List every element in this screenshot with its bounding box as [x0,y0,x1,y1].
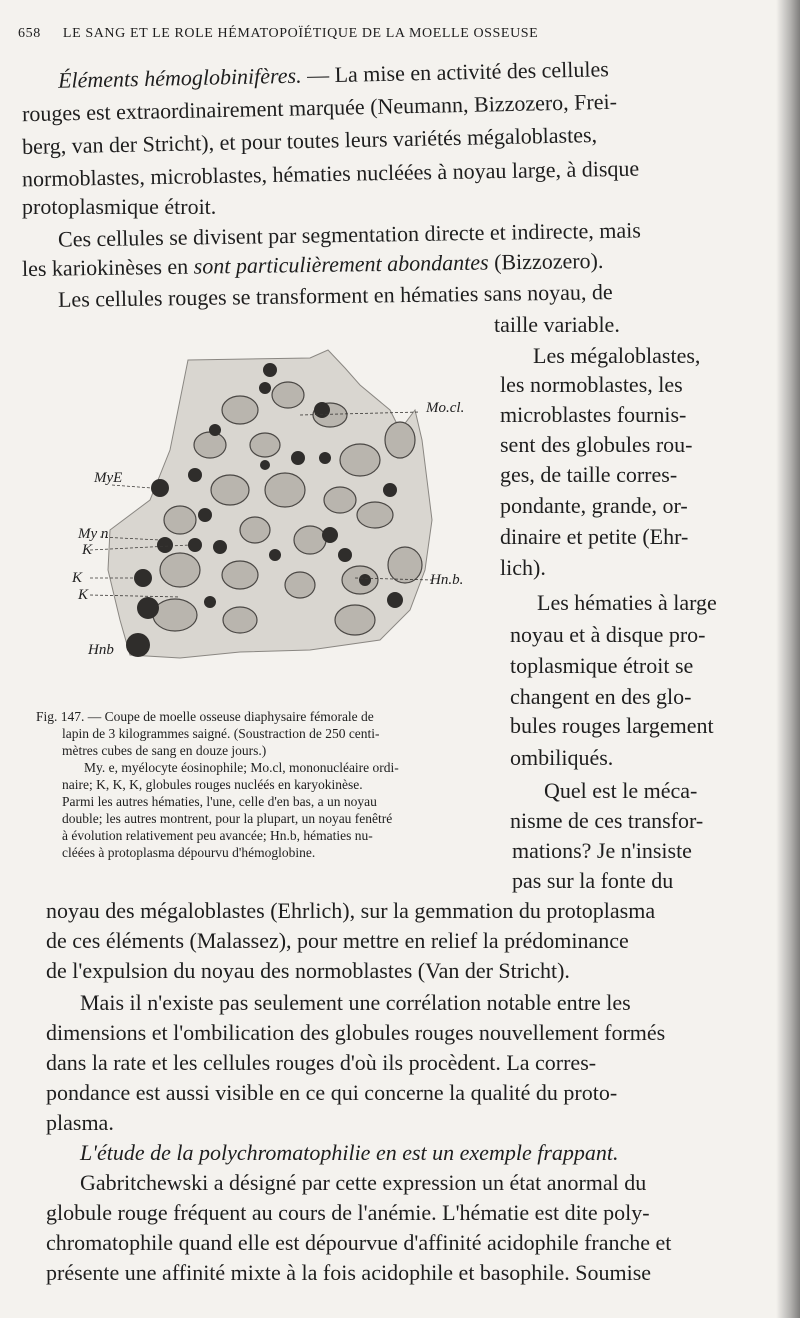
text-line: chromatophile quand elle est dépourvue d'affinité acidophile franche et [46,1230,672,1255]
figure-caption-line: naire; K, K, K, globules rouges nucléés en karyokinèse. [62,777,363,792]
running-header [18,26,718,42]
figure-caption-line: lapin de 3 kilogrammes saigné. (Soustraction de 250 centi- [62,726,380,741]
text-line: plasma. [46,1110,114,1135]
text-line: Mais il n'existe pas seulement une corrélation notable entre les [80,990,631,1015]
text-line: Gabritchewski a désigné par cette expression un état anormal du [80,1170,647,1195]
side-text-line: Quel est le méca- [544,778,698,803]
text-line: globule rouge fréquent au cours de l'anémie. L'hématie est dite poly- [46,1200,650,1225]
running-title: LE SANG ET LE ROLE HÉMATOPOÏÉTIQUE DE LA MOELLE OSSEUSE [62,26,539,41]
side-text-line: dinaire et petite (Ehr- [500,524,689,549]
text-line: dans la rate et les cellules rouges d'où ils procèdent. La corres- [46,1050,597,1075]
text-line: berg, van der Stricht), et pour toutes leurs variétés mégaloblastes, [21,121,598,160]
side-text-line: toplasmique étroit se [510,653,694,678]
text-line: noyau des mégaloblastes (Ehrlich), sur la gemmation du protoplasma [46,898,656,923]
figure-label-myn: My n [78,526,109,542]
side-text-line: nisme de ces transfor- [510,808,704,833]
figure-label-mye: MyE [94,470,123,486]
figure-caption-line: cléées à protoplasma dépourvu d'hémoglobine. [62,845,316,860]
figure-caption-line: à évolution relativement peu avancée; Hn.b, hématies nu- [62,828,373,843]
side-text-line: sent des globules rou- [500,432,693,457]
side-text-line: changent en des glo- [510,684,692,709]
side-text-line: bules rouges largement [510,713,714,738]
text-line: de l'expulsion du noyau des normoblastes (Van der Stricht). [46,958,570,983]
side-text-line: mations? Je n'insiste [512,838,692,863]
side-text-line: ges, de taille corres- [500,462,678,487]
side-text-line: Les mégaloblastes, [533,343,701,368]
side-text-line: pas sur la fonte du [512,868,674,893]
page-edge-shadow [776,0,800,1318]
italic-text-line: L'étude de la polychromatophilie en est un exemple frappant. [80,1140,619,1165]
marrow-cell-drawing [60,340,520,680]
side-text-line: noyau et à disque pro- [510,622,706,647]
text-line: de ces éléments (Malassez), pour mettre en relief la prédominance [46,928,629,953]
text-line: protoplasmique étroit. [22,194,217,219]
text-line: présente une affinité mixte à la fois acidophile et basophile. Soumise [46,1260,652,1285]
text-line: pondance est aussi visible en ce qui concerne la qualité du proto- [46,1080,618,1105]
text-line: Les cellules rouges se transforment en hématies sans noyau, de [57,279,613,312]
side-text-line: les normoblastes, les [500,372,683,397]
text-line: Ces cellules se divisent par segmentation directe et indirecte, mais [57,217,641,252]
marrow-section-figure [60,340,520,680]
side-text-line: Les hématies à large [537,590,717,615]
figure-label-hnb: Hnb [88,642,114,658]
figure-caption-line: My. e, myélocyte éosinophile; Mo.cl, mononucléaire ordi- [84,760,399,775]
side-text-line: taille variable. [494,312,620,337]
figure-caption-line: Fig. 147. — Coupe de moelle osseuse diaphysaire fémorale de [36,709,374,724]
side-text-line: pondante, grande, or- [500,493,688,518]
figure-label-k: K [78,587,89,603]
page-number: 658 [18,26,41,41]
side-text-line: ombiliqués. [510,745,614,770]
figure-caption-line: mètres cubes de sang en douze jours.) [62,743,267,758]
text-line: dimensions et l'ombilication des globules rouges nouvellement formés [46,1020,666,1045]
side-text-line: lich). [500,555,546,580]
figure-label-mocl: Mo.cl. [426,400,465,416]
figure-caption-line: Parmi les autres hématies, l'une, celle d'en bas, a un noyau [62,794,377,809]
figure-label-k: K [82,542,93,558]
text-line: les kariokinèses en sont particulièrement abondantes (Bizzozero). [21,247,604,282]
figure-label-k: K [72,570,83,586]
side-text-line: microblastes fournis- [500,402,687,427]
figure-label-hnb: Hn.b. [430,572,464,588]
text-line: Éléments hémoglobinifères. — La mise en activité des cellules [57,56,610,93]
text-line: normoblastes, microblastes, hématies nucléées à noyau large, à disque [21,155,640,192]
text-line: rouges est extraordinairement marquée (Neumann, Bizzozero, Frei- [21,88,618,127]
figure-caption-line: double; les autres montrent, pour la plupart, un noyau fenêtré [62,811,393,826]
